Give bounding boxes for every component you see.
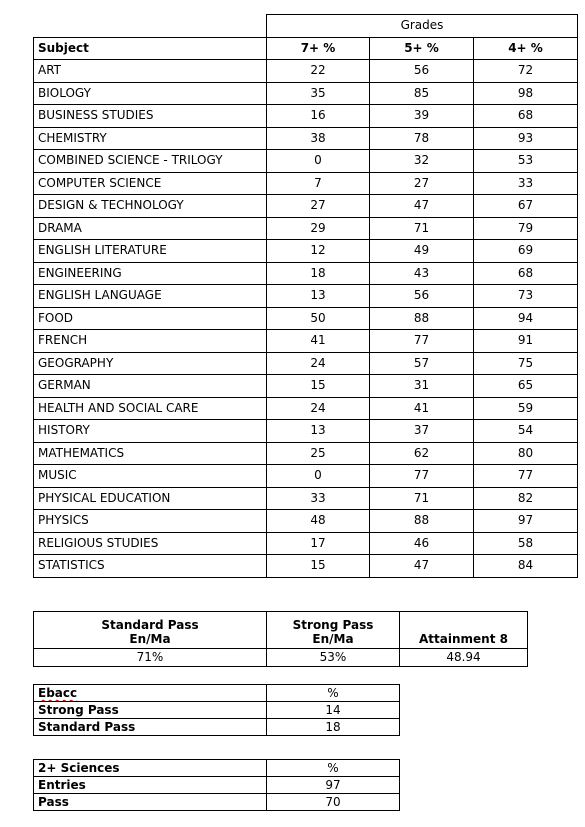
grade-4plus-cell: 80	[474, 442, 578, 465]
grade-7plus-cell: 15	[267, 375, 370, 398]
grade-4plus-cell: 93	[474, 127, 578, 150]
grade-7plus-cell: 0	[267, 150, 370, 173]
grade-5plus-cell: 71	[370, 487, 474, 510]
grades-table	[33, 14, 578, 578]
grade-4plus-cell: 79	[474, 217, 578, 240]
grade-4plus-cell: 82	[474, 487, 578, 510]
summary-header-row	[34, 612, 528, 649]
ebacc-header-label	[34, 685, 267, 702]
ebacc-row-label: Strong Pass	[34, 702, 267, 719]
subject-cell: ART	[34, 60, 267, 83]
grade-row	[34, 442, 578, 465]
grade-row	[34, 285, 578, 308]
grade-row	[34, 352, 578, 375]
grade-7plus-cell: 48	[267, 510, 370, 533]
grade-row	[34, 375, 578, 398]
subject-cell: COMPUTER SCIENCE	[34, 172, 267, 195]
sciences-header-row	[34, 760, 400, 777]
grade-4plus-cell: 69	[474, 240, 578, 263]
grade-row	[34, 105, 578, 128]
subject-cell: ENGLISH LITERATURE	[34, 240, 267, 263]
grade-5plus-cell: 57	[370, 352, 474, 375]
column-header-4plus: 4+ %	[474, 37, 578, 60]
subject-cell: RELIGIOUS STUDIES	[34, 532, 267, 555]
grade-row	[34, 172, 578, 195]
grade-4plus-cell: 84	[474, 555, 578, 578]
grade-7plus-cell: 29	[267, 217, 370, 240]
grade-row	[34, 510, 578, 533]
grade-5plus-cell: 47	[370, 555, 474, 578]
grade-4plus-cell: 73	[474, 285, 578, 308]
sciences-row-label: Pass	[34, 794, 267, 811]
grade-7plus-cell: 18	[267, 262, 370, 285]
grade-7plus-cell: 22	[267, 60, 370, 83]
grade-4plus-cell: 65	[474, 375, 578, 398]
grade-4plus-cell: 75	[474, 352, 578, 375]
grade-4plus-cell: 94	[474, 307, 578, 330]
grade-7plus-cell: 41	[267, 330, 370, 353]
subject-cell: FOOD	[34, 307, 267, 330]
grade-4plus-cell: 68	[474, 262, 578, 285]
grade-row	[34, 240, 578, 263]
grade-5plus-cell: 62	[370, 442, 474, 465]
sciences-row	[34, 794, 400, 811]
sciences-row	[34, 777, 400, 794]
grade-7plus-cell: 13	[267, 420, 370, 443]
grade-5plus-cell: 47	[370, 195, 474, 218]
subject-cell: ENGLISH LANGUAGE	[34, 285, 267, 308]
grade-7plus-cell: 25	[267, 442, 370, 465]
subject-cell: MUSIC	[34, 465, 267, 488]
summary-value-row	[34, 649, 528, 667]
grade-5plus-cell: 46	[370, 532, 474, 555]
summary-value-attainment-8: 48.94	[400, 649, 528, 667]
summary-header-strong-pass-line2: En/Ma	[312, 632, 354, 646]
sciences-row-label: Entries	[34, 777, 267, 794]
grade-4plus-cell: 33	[474, 172, 578, 195]
grade-5plus-cell: 37	[370, 420, 474, 443]
subject-cell: HEALTH AND SOCIAL CARE	[34, 397, 267, 420]
grade-5plus-cell: 71	[370, 217, 474, 240]
grade-7plus-cell: 0	[267, 465, 370, 488]
grade-4plus-cell: 72	[474, 60, 578, 83]
grade-5plus-cell: 77	[370, 330, 474, 353]
subject-cell: PHYSICAL EDUCATION	[34, 487, 267, 510]
grade-4plus-cell: 68	[474, 105, 578, 128]
subject-cell: DESIGN & TECHNOLOGY	[34, 195, 267, 218]
grade-row	[34, 127, 578, 150]
grade-5plus-cell: 49	[370, 240, 474, 263]
grade-5plus-cell: 85	[370, 82, 474, 105]
column-header-5plus: 5+ %	[370, 37, 474, 60]
grade-7plus-cell: 17	[267, 532, 370, 555]
ebacc-header-label-text: Ebacc	[38, 686, 78, 700]
grade-7plus-cell: 33	[267, 487, 370, 510]
ebacc-table	[33, 684, 400, 736]
grades-column-header-row	[34, 37, 578, 60]
ebacc-row	[34, 702, 400, 719]
grade-4plus-cell: 98	[474, 82, 578, 105]
grade-7plus-cell: 13	[267, 285, 370, 308]
summary-header-standard-pass-line1: Standard Pass	[101, 618, 199, 632]
subject-cell: PHYSICS	[34, 510, 267, 533]
grade-4plus-cell: 67	[474, 195, 578, 218]
grade-5plus-cell: 41	[370, 397, 474, 420]
column-header-7plus: 7+ %	[267, 37, 370, 60]
grade-5plus-cell: 88	[370, 307, 474, 330]
summary-header-strong-pass-line1: Strong Pass	[292, 618, 374, 632]
subject-cell: CHEMISTRY	[34, 127, 267, 150]
subject-cell: GERMAN	[34, 375, 267, 398]
grade-row	[34, 195, 578, 218]
grade-4plus-cell: 91	[474, 330, 578, 353]
grade-row	[34, 82, 578, 105]
grade-row	[34, 420, 578, 443]
grade-row	[34, 60, 578, 83]
grade-row	[34, 307, 578, 330]
grade-7plus-cell: 15	[267, 555, 370, 578]
summary-table	[33, 611, 528, 667]
sciences-row-value: 70	[267, 794, 400, 811]
grade-7plus-cell: 7	[267, 172, 370, 195]
grade-row	[34, 465, 578, 488]
summary-header-strong-pass	[267, 612, 400, 649]
grade-7plus-cell: 38	[267, 127, 370, 150]
grade-4plus-cell: 58	[474, 532, 578, 555]
grade-7plus-cell: 35	[267, 82, 370, 105]
summary-header-standard-pass	[34, 612, 267, 649]
summary-header-attainment-8	[400, 612, 528, 649]
summary-value-strong-pass: 53%	[267, 649, 400, 667]
column-header-subject: Subject	[34, 37, 267, 60]
grade-5plus-cell: 32	[370, 150, 474, 173]
grade-7plus-cell: 12	[267, 240, 370, 263]
grade-4plus-cell: 97	[474, 510, 578, 533]
grade-5plus-cell: 56	[370, 60, 474, 83]
sciences-row-value: 97	[267, 777, 400, 794]
ebacc-row-value: 14	[267, 702, 400, 719]
grade-row	[34, 397, 578, 420]
summary-header-attainment-8-label: Attainment 8	[419, 632, 508, 646]
grade-row	[34, 532, 578, 555]
grade-7plus-cell: 24	[267, 397, 370, 420]
grade-row	[34, 330, 578, 353]
subject-cell: STATISTICS	[34, 555, 267, 578]
ebacc-row-value: 18	[267, 719, 400, 736]
subject-cell: BUSINESS STUDIES	[34, 105, 267, 128]
grade-4plus-cell: 59	[474, 397, 578, 420]
grade-5plus-cell: 78	[370, 127, 474, 150]
grade-row	[34, 487, 578, 510]
grade-5plus-cell: 77	[370, 465, 474, 488]
grade-row	[34, 555, 578, 578]
ebacc-header-value: %	[267, 685, 400, 702]
grades-header-blank-cell	[34, 15, 267, 38]
grade-row	[34, 150, 578, 173]
sciences-header-label: 2+ Sciences	[34, 760, 267, 777]
subject-cell: DRAMA	[34, 217, 267, 240]
ebacc-header-row	[34, 685, 400, 702]
grade-4plus-cell: 77	[474, 465, 578, 488]
subject-cell: COMBINED SCIENCE - TRILOGY	[34, 150, 267, 173]
grades-group-header-row	[34, 15, 578, 38]
subject-cell: ENGINEERING	[34, 262, 267, 285]
sciences-header-value: %	[267, 760, 400, 777]
subject-cell: BIOLOGY	[34, 82, 267, 105]
grade-4plus-cell: 53	[474, 150, 578, 173]
grade-5plus-cell: 88	[370, 510, 474, 533]
grade-7plus-cell: 24	[267, 352, 370, 375]
subject-cell: GEOGRAPHY	[34, 352, 267, 375]
summary-header-standard-pass-line2: En/Ma	[129, 632, 171, 646]
grade-5plus-cell: 43	[370, 262, 474, 285]
grades-group-header: Grades	[267, 15, 578, 38]
sciences-table	[33, 759, 400, 811]
subject-cell: MATHEMATICS	[34, 442, 267, 465]
grade-row	[34, 217, 578, 240]
summary-value-standard-pass: 71%	[34, 649, 267, 667]
ebacc-row	[34, 719, 400, 736]
ebacc-row-label: Standard Pass	[34, 719, 267, 736]
grade-5plus-cell: 39	[370, 105, 474, 128]
grade-5plus-cell: 56	[370, 285, 474, 308]
grade-4plus-cell: 54	[474, 420, 578, 443]
grade-7plus-cell: 50	[267, 307, 370, 330]
grade-row	[34, 262, 578, 285]
grade-7plus-cell: 27	[267, 195, 370, 218]
subject-cell: FRENCH	[34, 330, 267, 353]
grade-7plus-cell: 16	[267, 105, 370, 128]
grade-5plus-cell: 31	[370, 375, 474, 398]
grade-5plus-cell: 27	[370, 172, 474, 195]
subject-cell: HISTORY	[34, 420, 267, 443]
